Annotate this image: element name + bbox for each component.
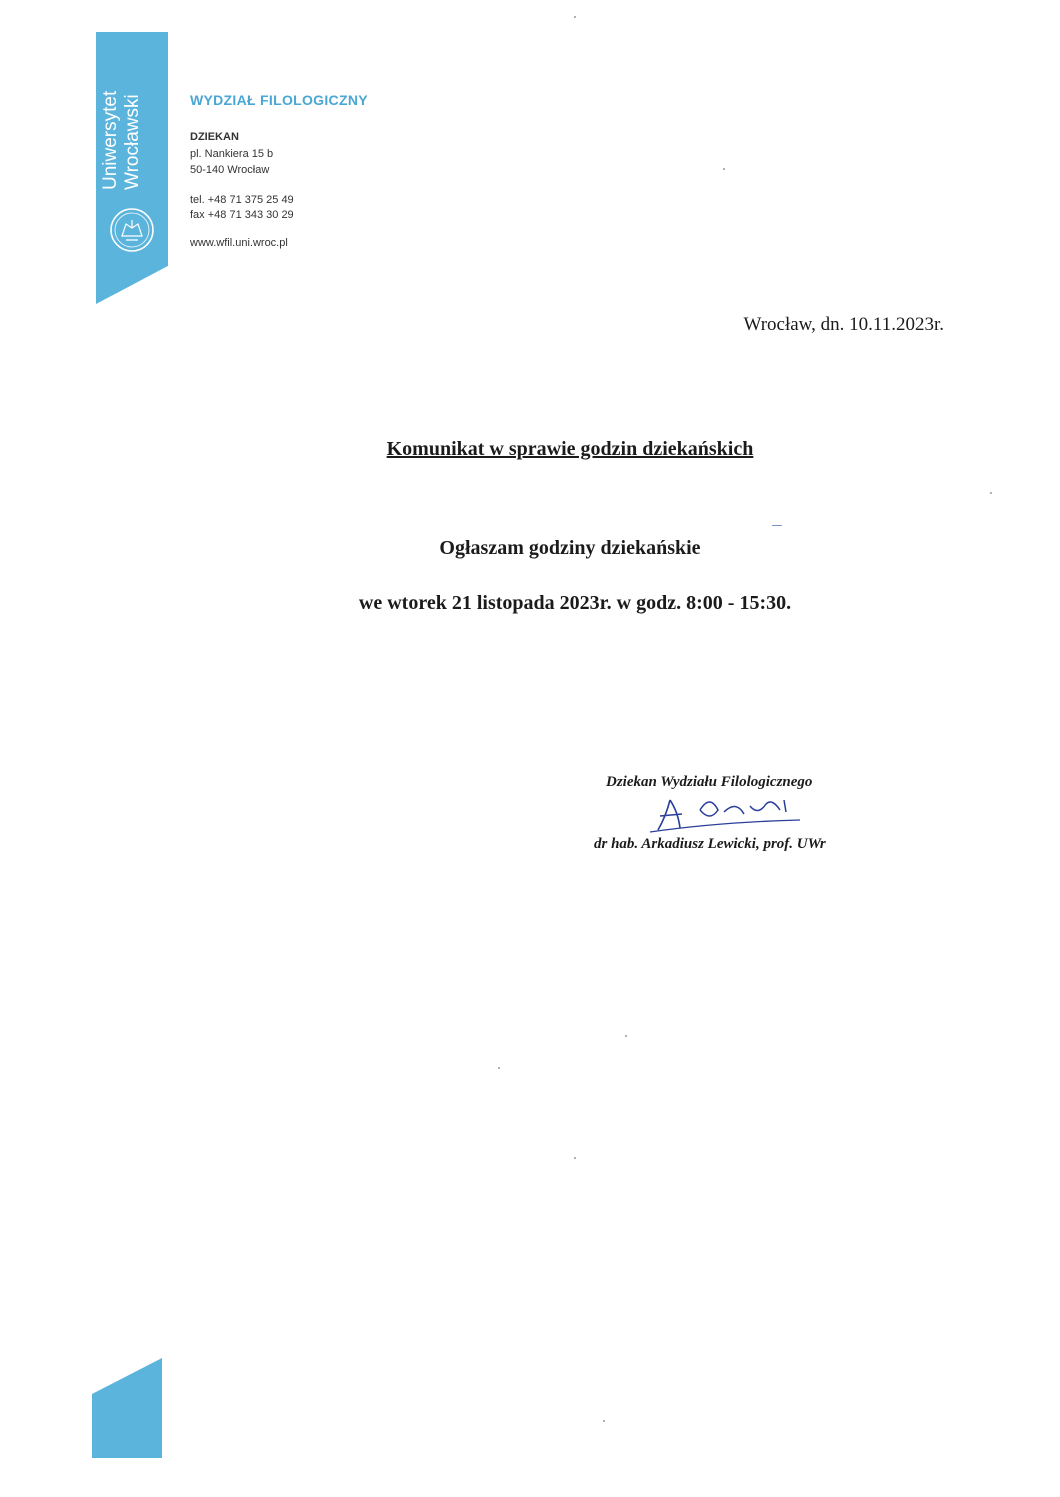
document-date: Wrocław, dn. 10.11.2023r. bbox=[743, 314, 944, 335]
signatory-role: Dziekan Wydziału Filologicznego bbox=[606, 774, 813, 790]
address-city: 50-140 Wrocław bbox=[190, 164, 270, 176]
document-title: Komunikat w sprawie godzin dziekańskich bbox=[386, 438, 754, 460]
scan-speck bbox=[603, 1420, 605, 1422]
university-crest-icon bbox=[108, 206, 156, 254]
address-street: pl. Nankiera 15 b bbox=[190, 148, 274, 160]
phone-number: tel. +48 71 375 25 49 bbox=[190, 194, 294, 206]
handwritten-signature bbox=[640, 782, 820, 842]
scan-speck bbox=[574, 1157, 576, 1159]
scan-speck bbox=[574, 16, 576, 18]
signatory-name: dr hab. Arkadiusz Lewicki, prof. UWr bbox=[594, 836, 826, 852]
scan-speck bbox=[772, 525, 782, 526]
university-name-line1: Uniwersytet bbox=[100, 90, 121, 190]
scan-speck bbox=[625, 1035, 627, 1037]
scan-speck bbox=[498, 1067, 500, 1069]
university-name bbox=[100, 20, 164, 190]
scan-speck bbox=[723, 168, 725, 170]
footer-corner-decoration bbox=[92, 1358, 162, 1458]
scan-speck bbox=[990, 492, 992, 494]
university-name-line2: Wrocławski bbox=[122, 94, 143, 190]
faculty-name: WYDZIAŁ FILOLOGICZNY bbox=[190, 92, 368, 108]
fax-number: fax +48 71 343 30 29 bbox=[190, 209, 294, 221]
announcement-line-1: Ogłaszam godziny dziekańskie bbox=[439, 537, 701, 559]
office-label: DZIEKAN bbox=[190, 131, 239, 143]
announcement-line-2: we wtorek 21 listopada 2023r. w godz. 8:00 - 15:30. bbox=[358, 592, 792, 614]
website-link[interactable]: www.wfil.uni.wroc.pl bbox=[190, 237, 288, 249]
